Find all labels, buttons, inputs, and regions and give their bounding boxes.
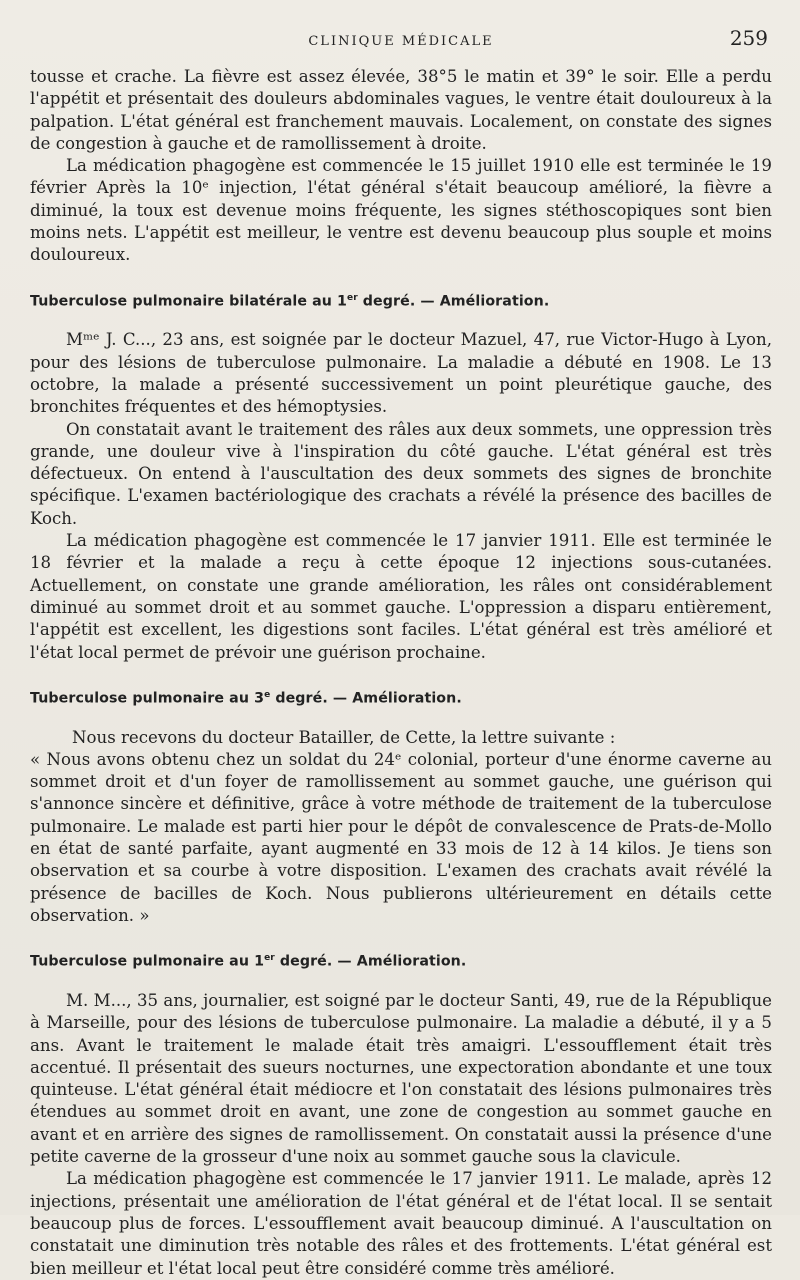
heading-text: degré. — Amélioration. bbox=[357, 293, 550, 310]
heading-text: Tuberculose pulmonaire au 3 bbox=[30, 690, 265, 707]
section2-paragraph-1: Nous recevons du docteur Batailler, de Cette, la lettre suivante : bbox=[72, 727, 616, 747]
section3-paragraph-2: La médication phagogène est commencée le 17 janvier 1911. Le malade, après 12 injections, présentait une amélioration de l'état général et de l'état local. Il se sentait beaucoup plus de forces. L'essoufflement avait beaucoup diminué. A l'auscultation on constatait une diminution très notable des râles et des frottements. L'état général est bien meilleur et l'état local peut être considéré comme très amélioré. bbox=[30, 1169, 772, 1278]
heading-superscript: er bbox=[264, 953, 275, 964]
intro-paragraph-2: La médication phagogène est commencée le 15 juillet 1910 elle est terminée le 19 février Après la 10ᵉ injection, l'état général s'était beaucoup amélioré, la fièvre a diminué, la toux est devenue moins fréquente, les signes stéthoscopiques sont bien moins nets. L'appétit est meilleur, le ventre est devenu beaucoup plus souple et moins douloureux. bbox=[30, 156, 772, 265]
section1-paragraph-3: La médication phagogène est commencée le 17 janvier 1911. Elle est terminée le 18 février et la malade a reçu à cette époque 12 injections sous-cutanées. Actuellement, on constate une grande amélioration, les râles ont considérablement diminué au sommet droit et au sommet gauche. L'oppression a disparu entièrement, l'appétit est excellent, les digestions sont faciles. L'état général est très amélioré et l'état local permet de prévoir une guérison prochaine. bbox=[30, 531, 772, 662]
page-number: 259 bbox=[729, 26, 768, 50]
heading-superscript: er bbox=[347, 292, 358, 303]
heading-text: degré. — Amélioration. bbox=[274, 954, 467, 970]
heading-text: degré. — Amélioration. bbox=[270, 690, 462, 707]
heading-text: Tuberculose pulmonaire bilatérale au 1 bbox=[30, 293, 348, 310]
section-heading-1 bbox=[30, 293, 772, 310]
section1-paragraph-2: On constatait avant le traitement des râles aux deux sommets, une oppression très grande, une douleur vive à l'inspiration du côté gauche. L'état général est très défectueux. On entend à l'auscultation des deux sommets des signes de bronchite spécifique. L'examen bactériologique des crachats a révélé la présence des bacilles de Koch. bbox=[30, 419, 772, 528]
section2-paragraph-2: « Nous avons obtenu chez un soldat du 24ᵉ colonial, porteur d'une énorme caverne au sommet droit et d'un foyer de ramollissement au sommet gauche, une guérison qui s'annonce sincère et définitive, grâce à votre méthode de traitement de la tuberculose pulmonaire. Le malade est parti hier pour le dépôt de convalescence de Prats-de-Mollo en état de santé parfaite, ayant augmenté en 33 mois de 12 à 14 kilos. Je tiens son observation et sa courbe à votre disposition. L'examen des crachats avait révélé la présence de bacilles de Koch. Nous publierons ultérieurement en détails cette observation. » bbox=[30, 749, 772, 925]
heading-text: Tuberculose pulmonaire au 1 bbox=[30, 954, 265, 970]
section1-paragraph-1: Mᵐᵉ J. C..., 23 ans, est soignée par le docteur Mazuel, 47, rue Victor-Hugo à Lyon, pour des lésions de tuberculose pulmonaire. La maladie a débuté en 1908. Le 13 octobre, la malade a présenté successivement un point pleurétique gauche, des bronchites fréquentes et des hémoptysies. bbox=[30, 330, 772, 417]
running-header bbox=[30, 26, 772, 66]
letter-block bbox=[30, 727, 772, 928]
intro-paragraph-1: tousse et crache. La fièvre est assez élevée, 38°5 le matin et 39° le soir. Elle a perdu l'appétit et présentait des douleurs abdominales vagues, le ventre était douloureux à la palpation. L'état général est franchement mauvais. Localement, on constate des signes de congestion à gauche et de ramollissement à droite. bbox=[30, 67, 772, 153]
section3-paragraph-1: M. M..., 35 ans, journalier, est soigné par le docteur Santi, 49, rue de la République à Marseille, pour des lésions de tuberculose pulmonaire. La maladie a débuté, il y a 5 ans. Avant le traitement le malade était très amaigri. L'essoufflement était très accentué. Il présentait des sueurs nocturnes, une expectoration abondante et une toux quinteuse. L'état général était médiocre et l'on constatait des lésions pulmonaires très étendues au sommet droit en avant, une zone de congestion au sommet gauche en avant et en arrière des signes de ramollissement. On constatait aussi la présence d'une petite caverne de la grosseur d'une noix au sommet gauche sous la clavicule. bbox=[30, 991, 772, 1167]
section-heading-2 bbox=[30, 690, 772, 707]
running-title: CLINIQUE MÉDICALE bbox=[308, 34, 494, 49]
heading-superscript: e bbox=[264, 689, 271, 700]
section-heading-3 bbox=[30, 953, 772, 970]
